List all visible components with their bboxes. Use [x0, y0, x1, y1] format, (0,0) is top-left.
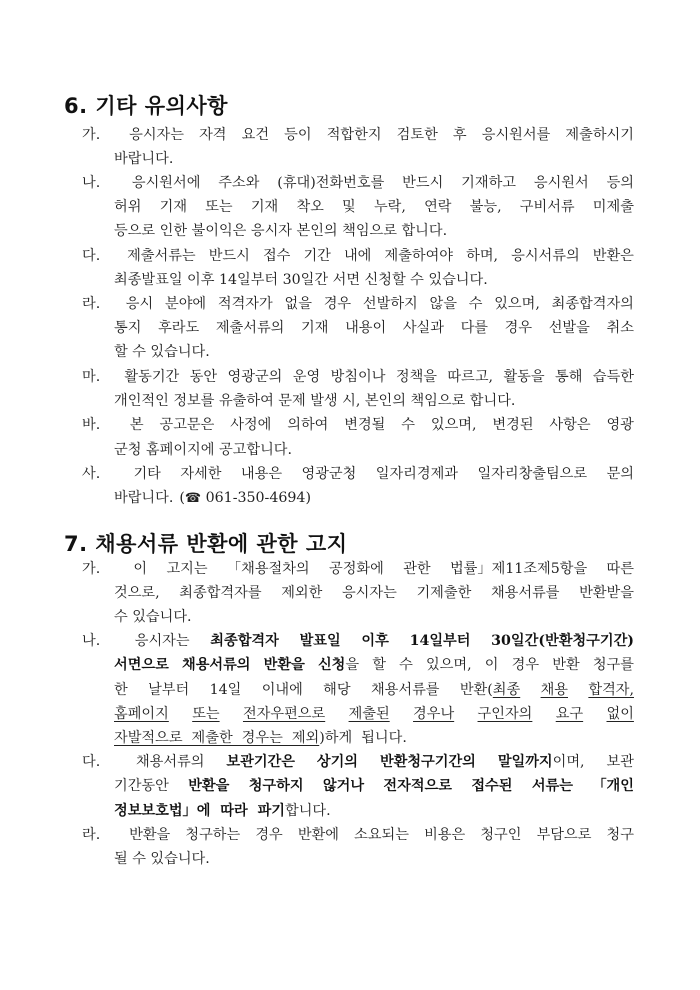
section-6-item-sa-line-1: 사. 기타 자세한 내용은 영광군청 일자리경제과 일자리창출팀으로 문의 — [82, 466, 634, 482]
section-6-item-ma-line-1: 마. 활동기간 동안 영광군의 운영 방침이나 정책을 따르고, 활동을 통해 습득한 — [82, 369, 634, 385]
section-6-item-da-line-2: 최종발표일 이후 14일부터 30일간 서면 신청할 수 있습니다. — [114, 272, 488, 288]
section-6-item-ma-line-2: 개인적인 정보를 유출하여 문제 발생 시, 본인의 책임으로 합니다. — [114, 393, 516, 409]
section-7-heading: 7. 채용서류 반환에 관한 고지 — [64, 532, 348, 556]
section-7-item-na-line-4: 홈페이지 또는 전자우편으로 제출된 경우나 구인자의 요구 없이 — [114, 706, 634, 722]
section-7-item-na-line-3: 한 날부터 14일 이내에 해당 채용서류를 반환(최종 채용 합격자, — [114, 682, 634, 698]
section-6-item-ra-line-3: 할 수 있습니다. — [114, 344, 210, 360]
item-marker: 나. — [82, 633, 101, 649]
section-6-item-da-line-1: 다. 제출서류는 반드시 접수 기간 내에 제출하여야 하며, 응시서류의 반환은 — [82, 248, 634, 264]
phone-number: 061-350-4694 — [205, 490, 306, 506]
section-7-item-na-line-2: 서면으로 채용서류의 반환을 신청을 할 수 있으며, 이 경우 반환 청구를 — [114, 657, 634, 673]
section-6-item-ba-line-1: 바. 본 공고문은 사정에 의하여 변경될 수 있으며, 변경된 사항은 영광 — [82, 417, 634, 433]
section-6-item-sa-line-2: 바랍니다. (☎ 061-350-4694) — [114, 490, 312, 506]
section-7-item-ra-line-2: 될 수 있습니다. — [114, 851, 210, 867]
section-7-item-ga-line-1: 가. 이 고지는 「채용절차의 공정화에 관한 법률」제11조제5항을 따른 — [82, 561, 634, 577]
section-6-item-na-line-1: 나. 응시원서에 주소와 (휴대)전화번호를 반드시 기재하고 응시원서 등의 — [82, 175, 634, 191]
item-marker: 사. — [82, 466, 101, 482]
section-7-item-ra-line-1: 라. 반환을 청구하는 경우 반환에 소요되는 비용은 청구인 부담으로 청구 — [82, 827, 634, 843]
section-6-item-na-line-3: 등으로 인한 불이익은 응시자 본인의 책임으로 합니다. — [114, 223, 448, 239]
item-marker: 라. — [82, 296, 101, 312]
section-7-item-ga-line-3: 수 있습니다. — [114, 609, 192, 625]
phone-icon: ☎ — [184, 491, 202, 506]
item-marker: 가. — [82, 127, 101, 143]
section-6-item-ba-line-2: 군청 홈페이지에 공고합니다. — [114, 442, 292, 458]
section-7-item-da-line-2: 기간동안 반환을 청구하지 않거나 전자적으로 접수된 서류는 「개인 — [114, 778, 634, 794]
item-marker: 라. — [82, 827, 101, 843]
section-6-heading: 6. 기타 유의사항 — [64, 94, 228, 118]
section-6-item-ga-line-1: 가. 응시자는 자격 요건 등이 적합한지 검토한 후 응시원서를 제출하시기 — [82, 127, 634, 143]
section-7-item-ga-line-2: 것으로, 최종합격자를 제외한 응시자는 기제출한 채용서류를 반환받을 — [114, 585, 634, 601]
item-marker: 다. — [82, 248, 101, 264]
item-marker: 마. — [82, 369, 101, 385]
item-marker: 가. — [82, 561, 101, 577]
section-6-item-ra-line-1: 라. 응시 분야에 적격자가 없을 경우 선발하지 않을 수 있으며, 최종합격자의 — [82, 296, 634, 312]
section-7-item-da-line-3: 정보보호법」에 따라 파기 합니다. — [114, 803, 331, 819]
section-7-item-na-line-1: 나. 응시자는 최종합격자 발표일 이후 14일부터 30일간(반환청구기간) — [82, 633, 634, 649]
section-6-item-na-line-2: 허위 기재 또는 기재 착오 및 누락, 연락 불능, 구비서류 미제출 — [114, 199, 634, 215]
item-marker: 다. — [82, 754, 101, 770]
item-marker: 바. — [82, 417, 101, 433]
section-6-item-ra-line-2: 통지 후라도 제출서류의 기재 내용이 사실과 다를 경우 선발을 취소 — [114, 320, 634, 336]
section-6-item-ga-line-2: 바랍니다. — [114, 151, 174, 167]
section-7-item-na-line-5: 자발적으로 제출한 경우는 제외 )하게 됩니다. — [114, 730, 407, 746]
item-marker: 나. — [82, 175, 101, 191]
section-7-item-da-line-1: 다. 채용서류의 보관기간은 상기의 반환청구기간의 말일까지이며, 보관 — [82, 754, 634, 770]
